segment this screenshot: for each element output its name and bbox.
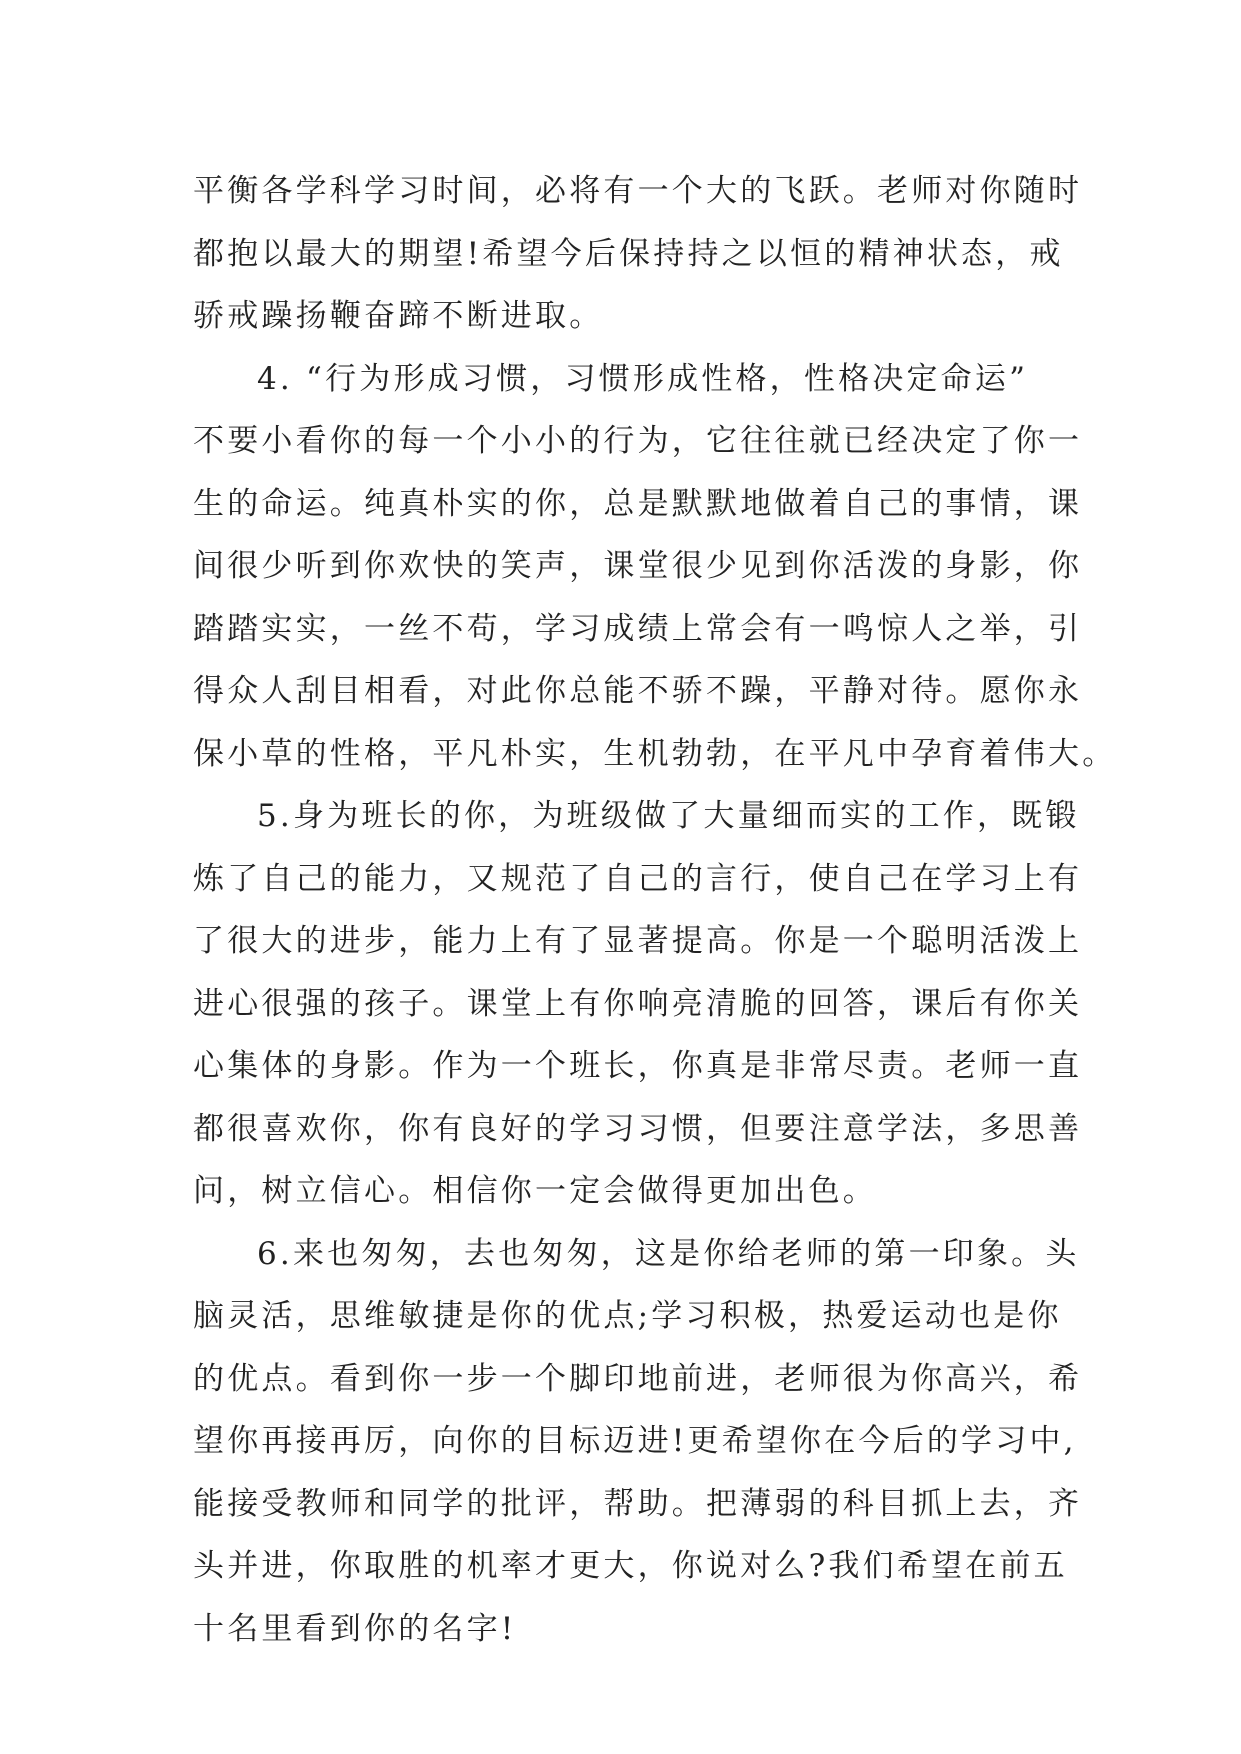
text-line: 得众人刮目相看，对此你总能不骄不躁，平静对待。愿你永: [193, 673, 1083, 709]
text-line: 保小草的性格，平凡朴实，生机勃勃，在平凡中孕育着伟大。: [193, 735, 1117, 772]
text-line: 望你再接再厉，向你的目标迈进!更希望你在今后的学习中,: [193, 1423, 1077, 1459]
text-line: 不要小看你的每一个小小的行为，它往往就已经决定了你一: [193, 423, 1083, 459]
text-line: 的优点。看到你一步一个脚印地前进，老师很为你高兴，希: [193, 1360, 1083, 1397]
text-line: 心集体的身影。作为一个班长，你真是非常尽责。老师一直: [193, 1048, 1083, 1084]
text-line: 头并进，你取胜的机率才更大，你说对么?我们希望在前五: [193, 1548, 1068, 1584]
paragraph-first-line: 4. “行为形成习惯，习惯形成性格，性格决定命运”: [257, 360, 1029, 397]
text-line: 间很少听到你欢快的笑声，课堂很少见到你活泼的身影，你: [193, 548, 1083, 584]
text-line: 都抱以最大的期望!希望今后保持持之以恒的精神状态，戒: [193, 235, 1064, 272]
text-line: 了很大的进步，能力上有了显著提高。你是一个聪明活泼上: [193, 923, 1083, 959]
text-line: 骄戒躁扬鞭奋蹄不断进取。: [193, 298, 604, 334]
document-body: [193, 160, 1117, 1660]
text-line: 能接受教师和同学的批评，帮助。把薄弱的科目抓上去，齐: [193, 1485, 1083, 1522]
text-line: 脑灵活，思维敏捷是你的优点;学习积极，热爱运动也是你: [193, 1298, 1062, 1334]
text-line: 生的命运。纯真朴实的你，总是默默地做着自己的事情，课: [193, 485, 1083, 522]
text-line: 踏踏实实，一丝不苟，学习成绩上常会有一鸣惊人之举，引: [193, 610, 1083, 647]
text-line: 十名里看到你的名字!: [193, 1610, 517, 1647]
paragraph-first-line: 6.来也匆匆，去也匆匆，这是你给老师的第一印象。头: [257, 1235, 1080, 1272]
text-line: 都很喜欢你，你有良好的学习习惯，但要注意学法，多思善: [193, 1110, 1083, 1147]
text-line: 炼了自己的能力，又规范了自己的言行，使自己在学习上有: [193, 860, 1083, 897]
text-line: 进心很强的孩子。课堂上有你响亮清脆的回答，课后有你关: [193, 985, 1083, 1022]
text-line: 问，树立信心。相信你一定会做得更加出色。: [193, 1173, 877, 1209]
paragraph-first-line: 5.身为班长的你，为班级做了大量细而实的工作，既锻: [257, 798, 1080, 834]
text-line: 平衡各学科学习时间，必将有一个大的飞跃。老师对你随时: [193, 173, 1083, 209]
